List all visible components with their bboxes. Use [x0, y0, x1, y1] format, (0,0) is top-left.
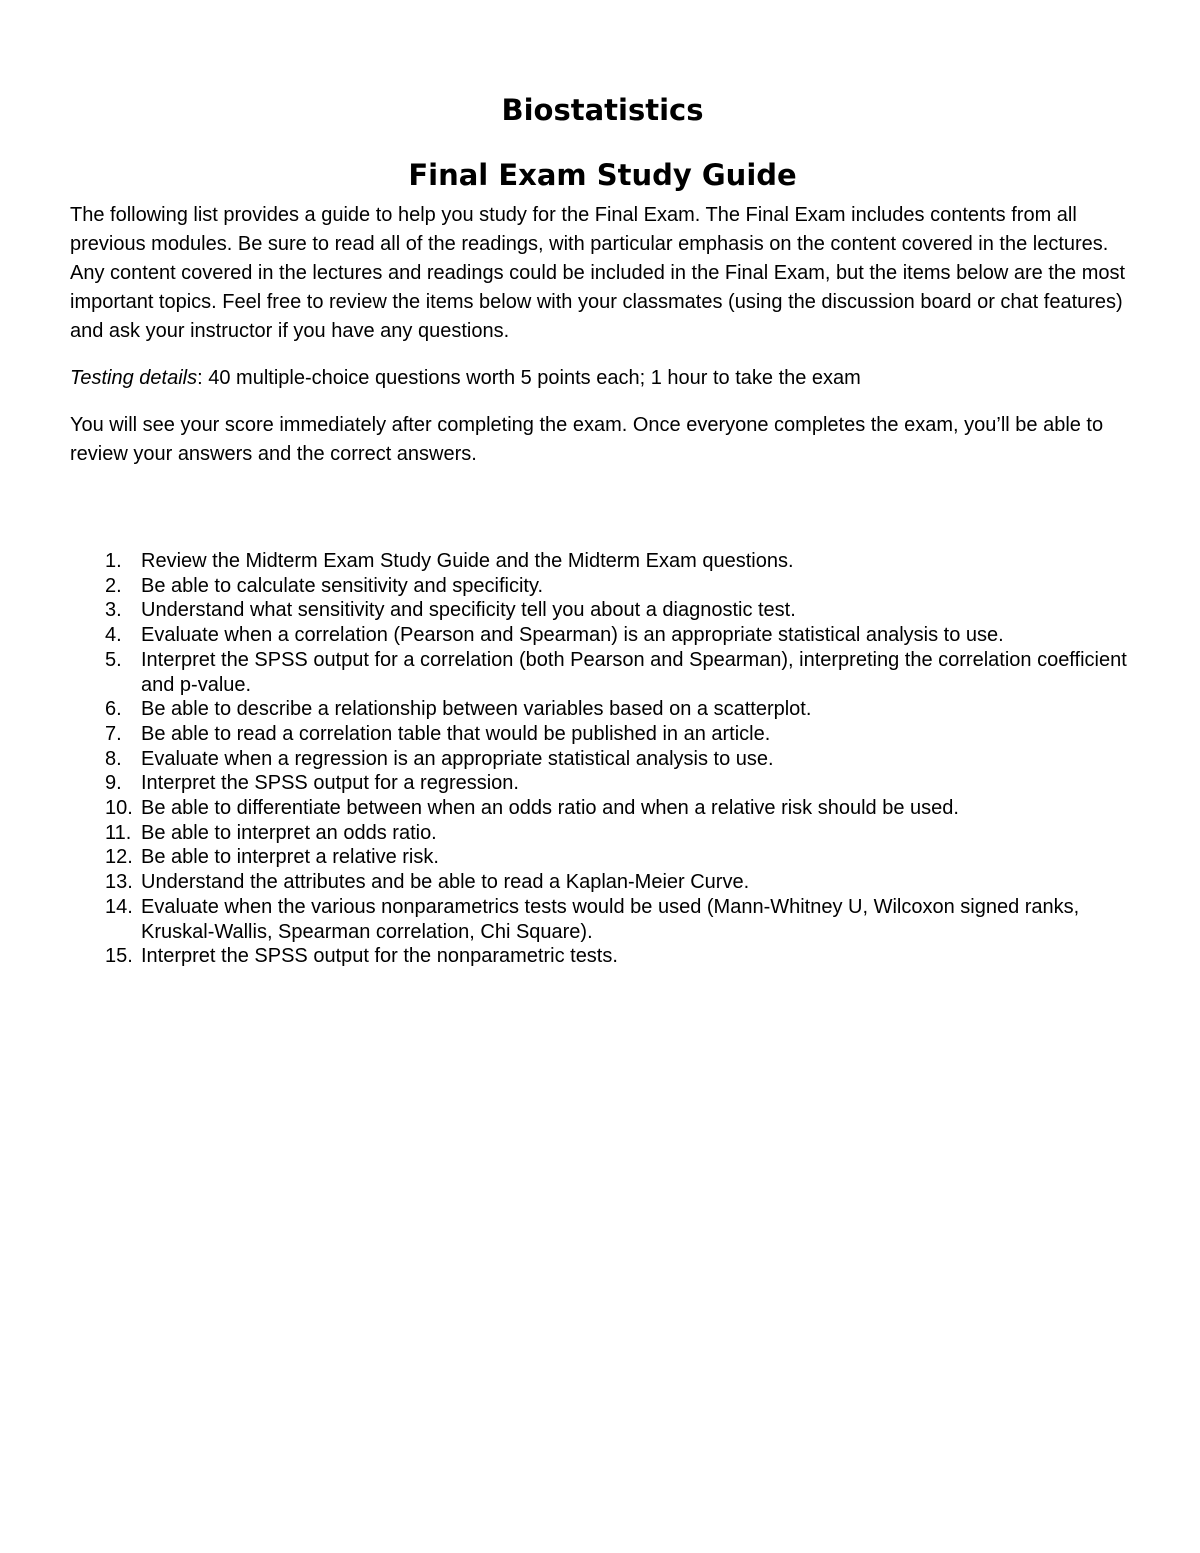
list-item-text: Interpret the SPSS output for the nonparametric tests.: [141, 945, 618, 968]
list-item: [70, 771, 1135, 796]
list-item-number: 14.: [105, 895, 133, 918]
list-item-number: 9.: [105, 772, 122, 795]
list-item-number: 3.: [105, 599, 122, 622]
intro-paragraph: The following list provides a guide to help you study for the Final Exam. The Final Exam includes contents from all previous modules. Be sure to read all of the readings, with particular emphasis on the content covered in the lectures. Any content covered in the lectures and readings could be included in the Final Exam, but the items below are the most important topics. Feel free to review the items below with your classmates (using the discussion board or chat features) and ask your instructor if you have any questions.: [70, 204, 1126, 342]
list-item-number: 15.: [105, 945, 133, 968]
list-item-number: 11.: [105, 821, 132, 844]
list-item: [70, 796, 1135, 821]
list-item: [70, 845, 1135, 870]
list-item: [70, 623, 1135, 648]
testing-details-paragraph: [70, 364, 1135, 393]
list-item: [70, 895, 1135, 944]
list-item-number: 5.: [105, 648, 122, 671]
list-item-text: Be able to differentiate between when an odds ratio and when a relative risk should be used.: [141, 797, 959, 820]
list-item-text: Review the Midterm Exam Study Guide and the Midterm Exam questions.: [141, 550, 794, 572]
list-item: [70, 574, 1135, 599]
list-item-text: Be able to read a correlation table that would be published in an article.: [141, 722, 771, 745]
testing-details-label: Testing details: [70, 367, 198, 389]
list-item-text: Be able to calculate sensitivity and specificity.: [141, 574, 544, 597]
list-item-text: Interpret the SPSS output for a correlation (both Pearson and Spearman), interpreting the correlation coefficient and p-value.: [141, 648, 1127, 696]
list-item-text: Understand what sensitivity and specificity tell you about a diagnostic test.: [141, 599, 796, 622]
document-subtitle: Final Exam Study Guide: [408, 158, 797, 192]
list-item-text: Evaluate when a regression is an appropriate statistical analysis to use.: [141, 747, 774, 770]
list-item: [70, 648, 1135, 697]
list-item-number: 10.: [105, 797, 133, 820]
list-item: [70, 821, 1135, 846]
list-item-text: Interpret the SPSS output for a regression.: [141, 772, 519, 795]
list-item: [70, 598, 1135, 623]
list-item-text: Be able to interpret an odds ratio.: [141, 821, 437, 844]
list-item-number: 7.: [105, 722, 122, 745]
list-item: [70, 870, 1135, 895]
testing-details-text: : 40 multiple-choice questions worth 5 points each; 1 hour to take the exam: [197, 367, 861, 389]
score-paragraph: You will see your score immediately after completing the exam. Once everyone completes the exam, you’ll be able to review your answers and the correct answers.: [70, 414, 1104, 465]
list-item: [70, 722, 1135, 747]
list-item-number: 13.: [105, 871, 133, 894]
study-topics-list: [70, 549, 1135, 969]
list-item-text: Be able to describe a relationship between variables based on a scatterplot.: [141, 698, 812, 721]
list-item: [70, 944, 1135, 969]
list-item-number: 4.: [105, 624, 122, 647]
document-page: [70, 88, 1135, 969]
list-item: [70, 697, 1135, 722]
list-item-text: Understand the attributes and be able to read a Kaplan-Meier Curve.: [141, 871, 750, 894]
list-item: [70, 747, 1135, 772]
list-item-text: Evaluate when the various nonparametrics tests would be used (Mann-Whitney U, Wilcoxon signed ranks, Kruskal-Wallis, Spearman correlation, Chi Square).: [141, 895, 1080, 943]
list-item-number: 6.: [105, 698, 122, 721]
list-item-text: Be able to interpret a relative risk.: [141, 846, 439, 869]
document-title: Biostatistics: [501, 93, 704, 127]
list-item-number: 2.: [105, 574, 122, 597]
list-item-number: 1.: [105, 550, 122, 572]
list-item-text: Evaluate when a correlation (Pearson and Spearman) is an appropriate statistical analysis to use.: [141, 624, 1004, 647]
list-item-number: 12.: [105, 846, 133, 869]
list-item: [70, 549, 1135, 574]
list-item-number: 8.: [105, 747, 122, 770]
